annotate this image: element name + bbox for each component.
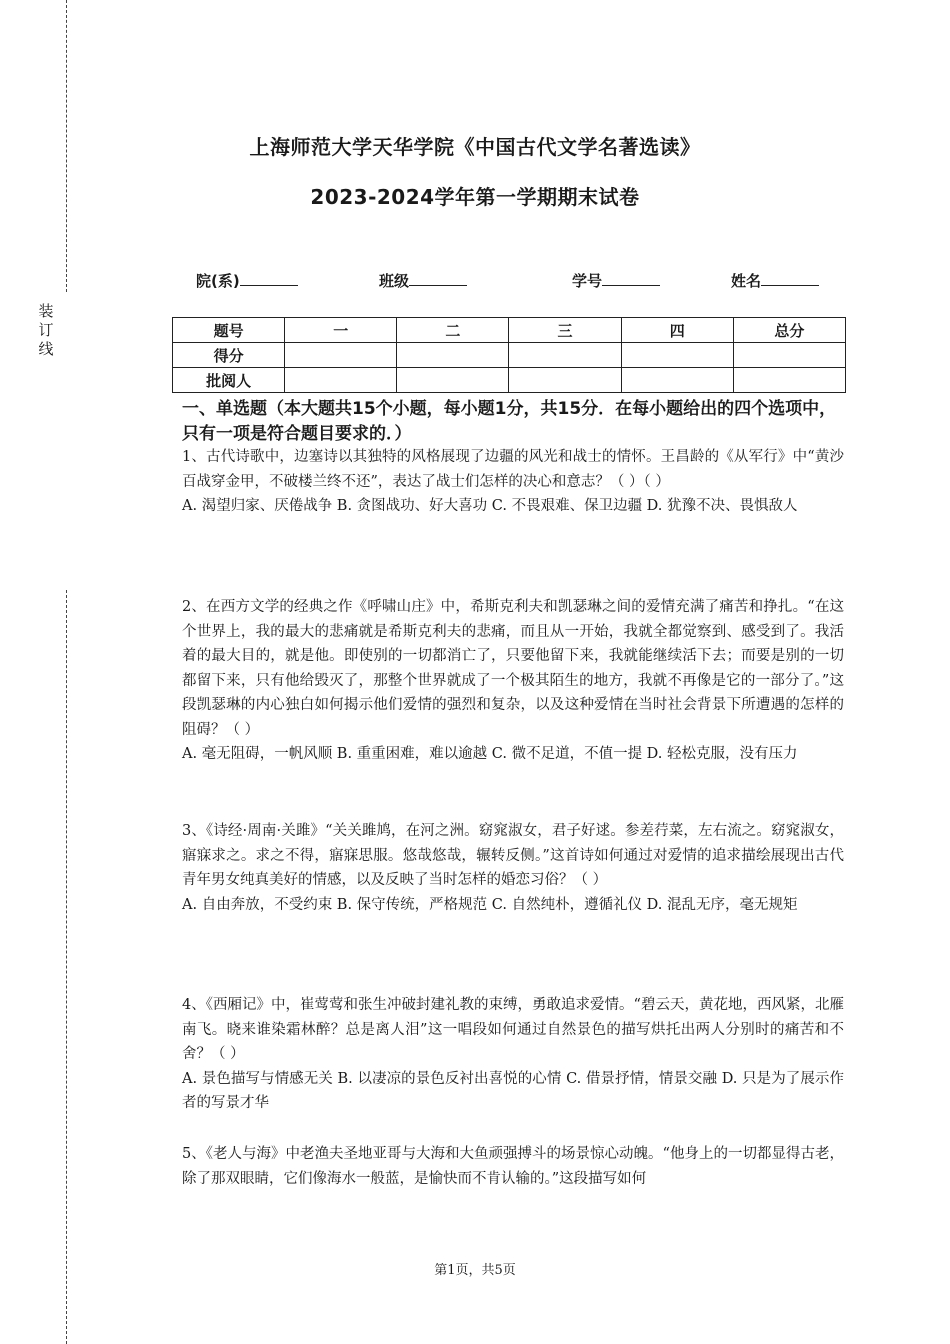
score-cell-input[interactable] xyxy=(285,368,397,393)
question-1 xyxy=(182,445,844,519)
question-stem: 5、《老人与海》中老渔夫圣地亚哥与大海和大鱼顽强搏斗的场景惊心动魄。“他身上的一切都显得古老，除了那双眼睛，它们像海水一般蓝，是愉快而不肯认输的。”这段描写如何 xyxy=(182,1146,844,1187)
question-stem: 3、《诗经·周南·关雎》“关关雎鸠，在河之洲。窈窕淑女，君子好逑。参差荇菜，左右流之。窈窕淑女，寤寐求之。求之不得，寤寐思服。悠哉悠哉，辗转反侧。”这首诗如何通过对爱情的追求描绘展现出古代青年男女纯真美好的情感，以及反映了当时怎样的婚恋习俗？（ ） xyxy=(182,823,844,888)
score-cell-input[interactable] xyxy=(733,368,845,393)
student-id-blank[interactable] xyxy=(602,271,660,286)
question-options: A. 自由奔放，不受约束 B. 保守传统，严格规范 C. 自然纯朴，遵循礼仪 D. 混乱无序，毫无规矩 xyxy=(182,896,798,913)
score-cell-label: 题号 xyxy=(173,318,285,343)
question-stem: 4、《西厢记》中，崔莺莺和张生冲破封建礼教的束缚，勇敢追求爱情。“碧云天，黄花地，西风紧，北雁南飞。晓来谁染霜林醉？总是离人泪”这一唱段如何通过自然景色的描写烘托出两人分别时的痛苦和不舍？（ ） xyxy=(182,997,844,1062)
exam-title-line2: 2023-2024学年第一学期期末试卷 xyxy=(310,185,640,209)
binding-line-label xyxy=(36,302,56,359)
binding-label-char: 线 xyxy=(38,340,54,358)
score-cell-header: 三 xyxy=(509,318,621,343)
score-cell-input[interactable] xyxy=(621,368,733,393)
score-cell-header: 四 xyxy=(621,318,733,343)
student-id-label: 学号 xyxy=(572,272,603,290)
question-5 xyxy=(182,1142,844,1191)
class-field[interactable] xyxy=(379,270,467,291)
score-cell-label: 批阅人 xyxy=(173,368,285,393)
binding-label-char: 订 xyxy=(38,321,54,339)
student-info-row xyxy=(0,270,950,292)
question-4 xyxy=(182,993,844,1116)
score-cell-label: 得分 xyxy=(173,343,285,368)
name-label: 姓名 xyxy=(731,272,762,290)
score-table-grader-row xyxy=(173,368,846,393)
score-table xyxy=(172,317,846,393)
score-cell-input[interactable] xyxy=(397,343,509,368)
student-id-field[interactable] xyxy=(572,270,660,291)
binding-label-char: 装 xyxy=(38,302,54,320)
question-stem: 2、在西方文学的经典之作《呼啸山庄》中，希斯克利夫和凯瑟琳之间的爱情充满了痛苦和挣扎。“在这个世界上，我的最大的悲痛就是希斯克利夫的悲痛，而且从一开始，我就全都觉察到、感受到了。我活着的最大目的，就是他。即使别的一切都消亡了，只要他留下来，我就能继续活下去；而要是别的一切都留下来，只有他给毁灭了，那整个世界就成了一个极其陌生的地方，我就不再像是它的一部分了。”这段凯瑟琳的内心独白如何揭示他们爱情的强烈和复杂，以及这种爱情在当时社会背景下所遭遇的怎样的阻碍？（ ） xyxy=(182,599,844,738)
question-options: A. 毫无阻碍，一帆风顺 B. 重重困难，难以逾越 C. 微不足道，不值一提 D. 轻松克服，没有压力 xyxy=(182,746,798,762)
question-2 xyxy=(182,595,844,767)
question-options: A. 景色描写与情感无关 B. 以凄凉的景色反衬出喜悦的心情 C. 借景抒情，情景交融 D. 只是为了展示作者的写景才华 xyxy=(182,1070,844,1111)
binding-dashed-line-bottom xyxy=(66,590,67,1344)
class-label: 班级 xyxy=(379,272,410,290)
name-field[interactable] xyxy=(731,270,819,291)
score-cell-header: 一 xyxy=(285,318,397,343)
department-field[interactable] xyxy=(196,270,298,291)
class-blank[interactable] xyxy=(409,271,467,286)
question-3 xyxy=(182,819,844,917)
question-stem: 1、古代诗歌中，边塞诗以其独特的风格展现了边疆的风光和战士的情怀。王昌龄的《从军行》中“黄沙百战穿金甲，不破楼兰终不还”，表达了战士们怎样的决心和意志？（ ）（ ） xyxy=(182,449,844,490)
score-cell-input[interactable] xyxy=(285,343,397,368)
score-cell-input[interactable] xyxy=(397,368,509,393)
score-cell-input[interactable] xyxy=(621,343,733,368)
exam-title-line1: 上海师范大学天华学院《中国古代文学名著选读》 xyxy=(249,135,701,159)
score-cell-input[interactable] xyxy=(733,343,845,368)
score-table-header-row xyxy=(173,318,846,343)
score-cell-header: 总分 xyxy=(733,318,845,343)
score-table-score-row xyxy=(173,343,846,368)
question-options: A. 渴望归家、厌倦战争 B. 贪图战功、好大喜功 C. 不畏艰难、保卫边疆 D. 犹豫不决、畏惧敌人 xyxy=(182,498,798,514)
department-label: 院(系) xyxy=(196,272,240,290)
department-blank[interactable] xyxy=(240,271,298,286)
page-footer: 第1页，共5页 xyxy=(434,1263,516,1278)
score-cell-header: 二 xyxy=(397,318,509,343)
section1-heading: 一、单选题（本大题共15个小题，每小题1分，共15分．在每小题给出的四个选项中，只有一项是符合题目要求的．） xyxy=(182,399,837,444)
score-cell-input[interactable] xyxy=(509,343,621,368)
name-blank[interactable] xyxy=(761,271,819,286)
score-cell-input[interactable] xyxy=(509,368,621,393)
